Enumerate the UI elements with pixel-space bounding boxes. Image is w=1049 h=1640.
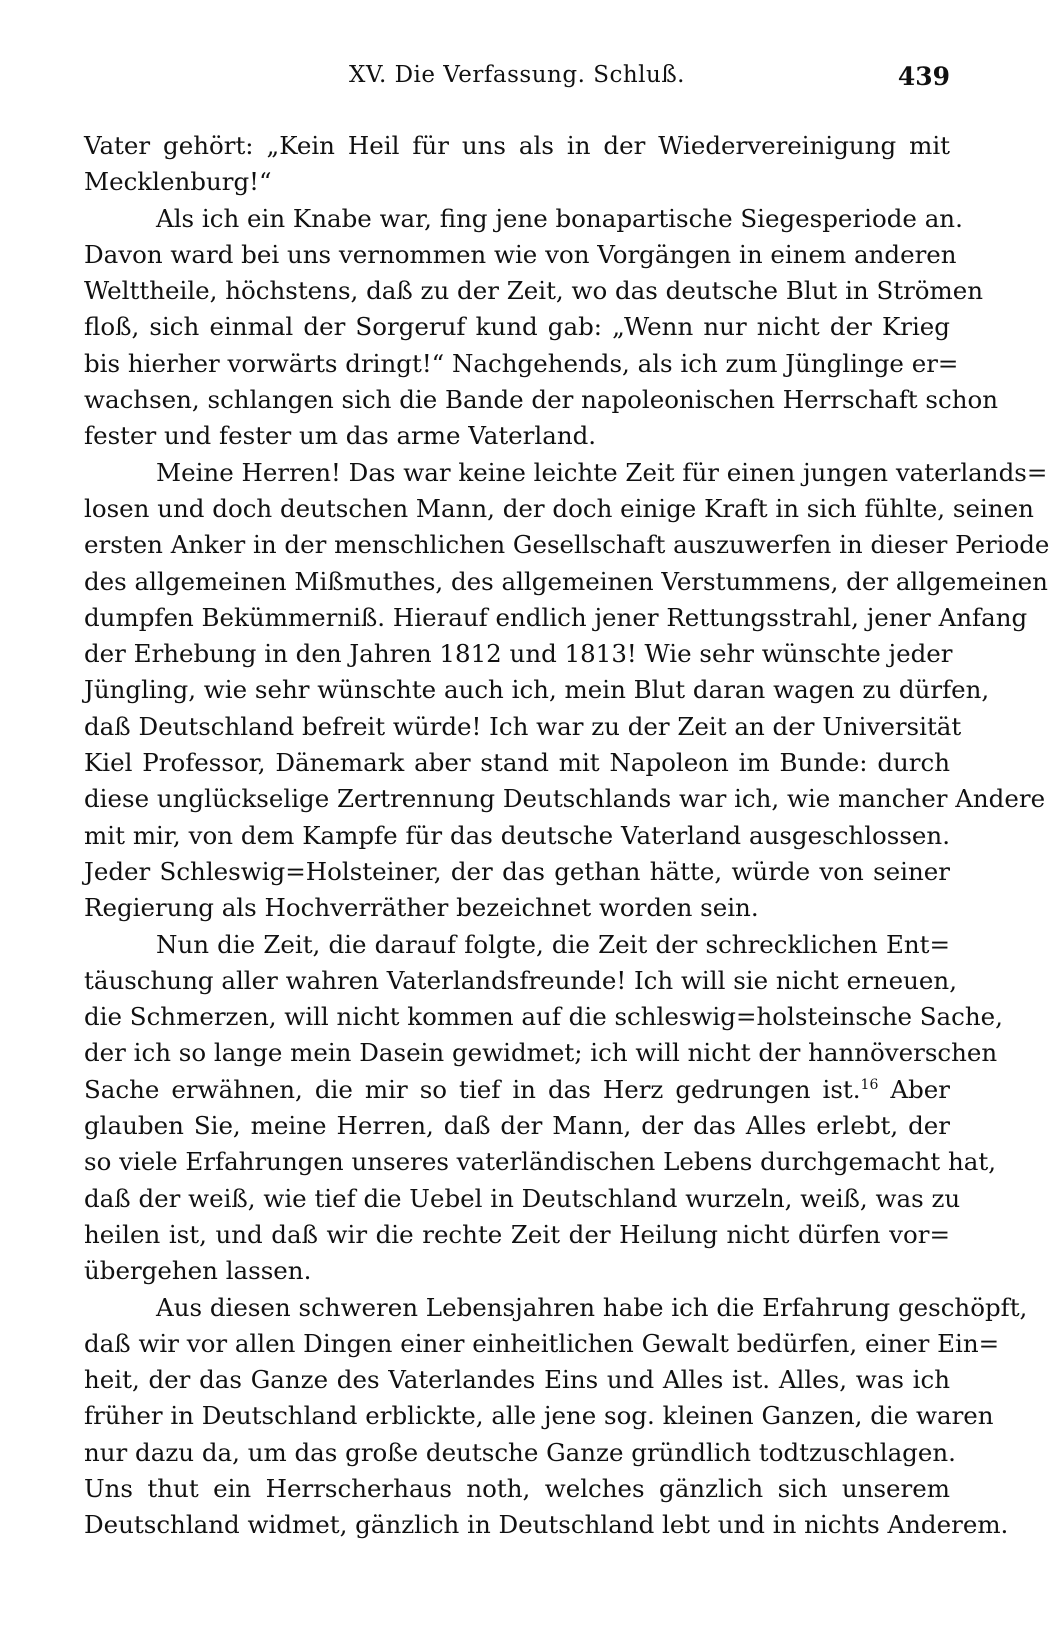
text-line: früher in Deutschland erblickte, alle jene sog. kleinen Ganzen, die waren (84, 1401, 994, 1431)
body-text (84, 128, 1049, 1544)
text-line: Nun die Zeit, die darauf folgte, die Zeit der schrecklichen Ent= (156, 929, 950, 959)
text-segment: Aber (890, 1074, 950, 1104)
text-line: Uns thut ein Herrscherhaus noth, welches gänzlich sich unserem (84, 1473, 950, 1503)
text-line: glauben Sie, meine Herren, daß der Mann, der das Alles erlebt, der (84, 1111, 950, 1141)
text-line: dumpfen Bekümmerniß. Hierauf endlich jener Rettungsstrahl, jener Anfang (84, 602, 1028, 632)
text-line: heilen ist, und daß wir die rechte Zeit der Heilung nicht dürfen vor= (84, 1219, 950, 1249)
text-line: täuschung aller wahren Vaterlandsfreunde! Ich will sie nicht erneuen, (84, 965, 957, 995)
text-line: des allgemeinen Mißmuthes, des allgemeinen Verstummens, der allgemeinen (84, 566, 1048, 596)
page-number: 439 (897, 62, 950, 91)
text-line: daß wir vor allen Dingen einer einheitlichen Gewalt bedürfen, einer Ein= (84, 1328, 1000, 1358)
text-line: ersten Anker in der menschlichen Gesellschaft auszuwerfen in dieser Periode (84, 530, 1049, 560)
text-line: fester und fester um das arme Vaterland. (84, 421, 597, 451)
paragraph (84, 128, 950, 201)
paragraph (84, 201, 999, 455)
text-line: Regierung als Hochverräther bezeichnet worden sein. (84, 893, 759, 923)
text-line: Deutschland widmet, gänzlich in Deutschland lebt und in nichts Anderem. (84, 1510, 1009, 1540)
paragraph (84, 927, 1003, 1290)
text-line: wachsen, schlangen sich die Bande der napoleonischen Herrschaft schon (84, 385, 999, 415)
text-line: Jüngling, wie sehr wünschte auch ich, mein Blut daran wagen zu dürfen, (84, 675, 990, 705)
text-line: der ich so lange mein Dasein gewidmet; ich will nicht der hannöverschen (84, 1038, 998, 1068)
text-line: diese unglückselige Zertrennung Deutschlands war ich, wie mancher Andere (84, 784, 1046, 814)
text-line: losen und doch deutschen Mann, der doch einige Kraft in sich fühlte, seinen (84, 493, 1034, 523)
text-line: Als ich ein Knabe war, fing jene bonapartische Siegesperiode an. (156, 203, 963, 233)
text-line: Jeder Schleswig=Holsteiner, der das gethan hätte, würde von seiner (84, 856, 950, 886)
text-line: übergehen lassen. (84, 1256, 312, 1286)
text-line: so viele Erfahrungen unseres vaterländischen Lebens durchgemacht hat, (84, 1147, 997, 1177)
text-line: die Schmerzen, will nicht kommen auf die schleswig=holsteinsche Sache, (84, 1002, 1003, 1032)
text-line: Meine Herren! Das war keine leichte Zeit für einen jungen vaterlands= (156, 457, 1048, 487)
running-head: XV. Die Verfassung. Schluß. (348, 62, 685, 88)
page-header (84, 62, 950, 102)
text-line: Kiel Professor, Dänemark aber stand mit Napoleon im Bunde: durch (84, 748, 950, 778)
paragraph (84, 455, 1049, 927)
text-line: Davon ward bei uns vernommen wie von Vorgängen in einem anderen (84, 239, 957, 269)
text-line: daß der weiß, wie tief die Uebel in Deutschland wurzeln, weiß, was zu (84, 1183, 961, 1213)
footnote-reference[interactable]: 16 (860, 1076, 879, 1093)
text-line: daß Deutschland befreit würde! Ich war zu der Zeit an der Universität (84, 711, 962, 741)
text-line: Aus diesen schweren Lebensjahren habe ich die Erfahrung geschöpft, (156, 1292, 1028, 1322)
paragraph (84, 1290, 1028, 1544)
text-line: Vater gehört: „Kein Heil für uns als in der Wiedervereinigung mit (84, 131, 950, 160)
text-line: mit mir, von dem Kampfe für das deutsche Vaterland ausgeschlossen. (84, 820, 950, 850)
text-line-with-footnote (84, 1072, 950, 1108)
text-line: floß, sich einmal der Sorgeruf kund gab: „Wenn nur nicht der Krieg (84, 312, 950, 342)
text-line: nur dazu da, um das große deutsche Ganze gründlich todtzuschlagen. (84, 1437, 956, 1467)
text-line: heit, der das Ganze des Vaterlandes Eins und Alles ist. Alles, was ich (84, 1365, 950, 1395)
text-line: Welttheile, höchstens, daß zu der Zeit, wo das deutsche Blut in Strömen (84, 276, 984, 306)
text-line: Mecklenburg!“ (84, 167, 272, 197)
text-line: der Erhebung in den Jahren 1812 und 1813! Wie sehr wünschte jeder (84, 639, 953, 669)
text-line: bis hierher vorwärts dringt!“ Nachgehends, als ich zum Jünglinge er= (84, 348, 959, 378)
text-segment: Sache erwähnen, die mir so tief in das Herz gedrungen ist. (84, 1074, 861, 1104)
